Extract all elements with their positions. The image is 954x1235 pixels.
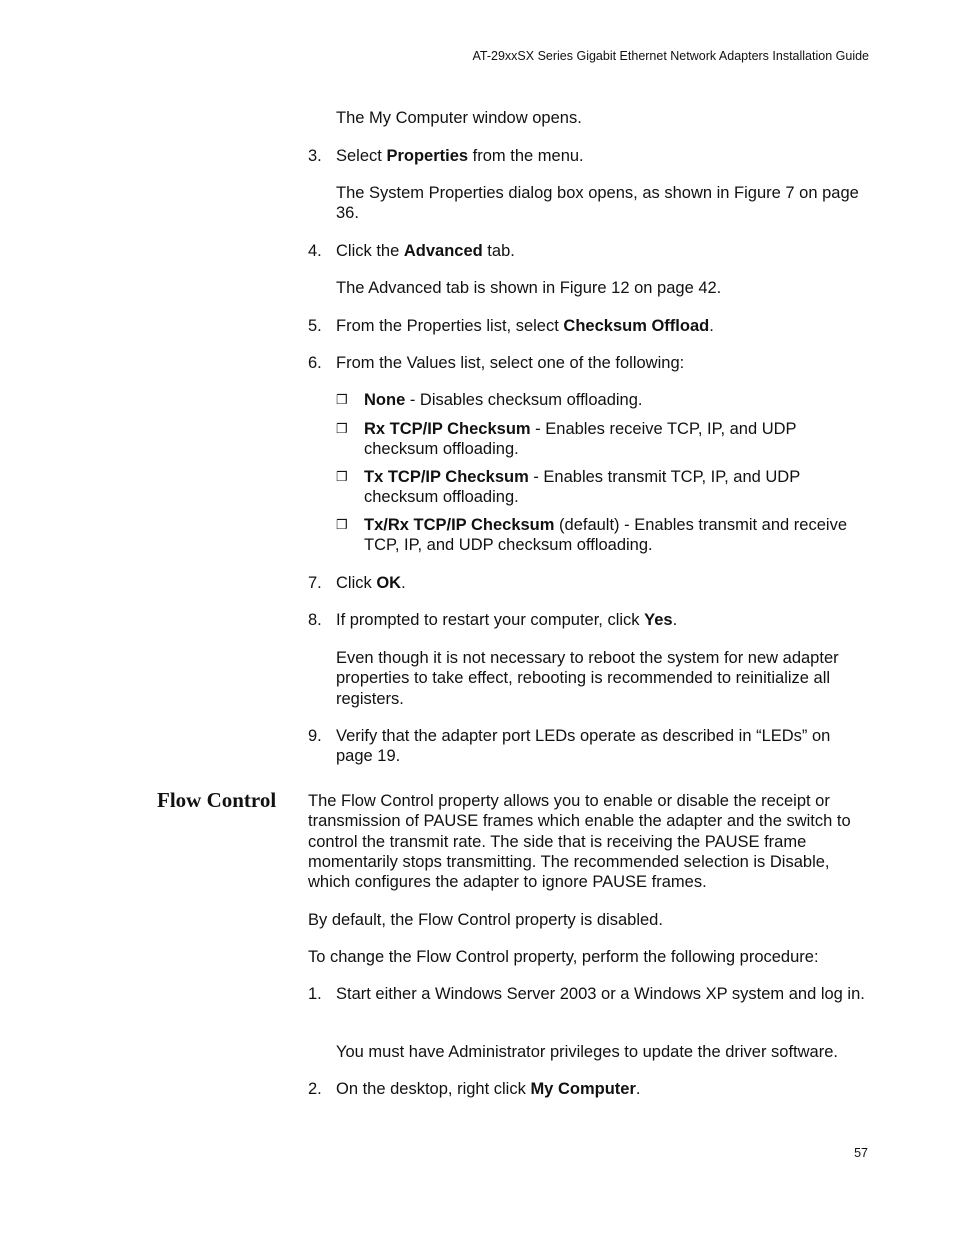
- advanced-term: Advanced: [403, 242, 483, 260]
- paragraph-system-properties-opens: The System Properties dialog box opens, as shown in Figure 7 on page 36.: [336, 184, 859, 223]
- flow-step-1-text: Start either a Windows Server 2003 or a Windows XP system and log in.: [336, 985, 865, 1003]
- paragraph-reboot-note: Even though it is not necessary to reboot the system for new adapter properties to take effect, rebooting is recommended to reinitialize all registers.: [336, 649, 839, 708]
- step-5-text: From the Properties list, select Checksum Offload.: [336, 317, 714, 335]
- section-heading-flow-control: Flow Control: [157, 788, 277, 812]
- option-rx-checksum: Rx TCP/IP Checksum - Enables receive TCP, IP, and UDP checksum offloading.: [364, 420, 797, 459]
- step-3-text: Select Properties from the menu.: [336, 147, 584, 165]
- step-number: 2.: [308, 1080, 322, 1098]
- paragraph-flow-control-procedure: To change the Flow Control property, perform the following procedure:: [308, 948, 819, 966]
- step-number: 8.: [308, 611, 322, 629]
- step-number: 6.: [308, 354, 322, 372]
- step-9-text: Verify that the adapter port LEDs operate as described in “LEDs” on page 19.: [336, 727, 831, 766]
- my-computer-term: My Computer: [530, 1080, 636, 1098]
- step-7-text: Click OK.: [336, 574, 406, 592]
- paragraph-flow-control-default: By default, the Flow Control property is disabled.: [308, 911, 663, 929]
- yes-term: Yes: [644, 611, 673, 629]
- step-number: 3.: [308, 147, 322, 165]
- checksum-offload-term: Checksum Offload: [563, 317, 710, 335]
- checkbox-bullet-icon: ❒: [336, 421, 348, 436]
- step-number: 4.: [308, 242, 322, 260]
- option-none: None - Disables checksum offloading.: [364, 391, 643, 409]
- step-number: 9.: [308, 727, 322, 745]
- ok-term: OK: [376, 574, 402, 592]
- flow-step-2-text: On the desktop, right click My Computer.: [336, 1080, 641, 1098]
- running-header: AT-29xxSX Series Gigabit Ethernet Network Adapters Installation Guide: [472, 49, 869, 63]
- paragraph-my-computer-opens: The My Computer window opens.: [336, 109, 582, 127]
- paragraph-flow-control-intro: The Flow Control property allows you to enable or disable the receipt or transmission of PAUSE frames which enable the adapter and the switch to control the transmit rate. The side that is receiving the PAUSE frame momentarily stops transmitting. The recommended selection is Disable, which configures the adapter to ignore PAUSE frames.: [308, 792, 851, 892]
- step-6-text: From the Values list, select one of the following:: [336, 354, 685, 372]
- checkbox-bullet-icon: ❒: [336, 517, 348, 532]
- step-8-text: If prompted to restart your computer, click Yes.: [336, 611, 678, 629]
- properties-term: Properties: [386, 147, 469, 165]
- page-number: 57: [854, 1146, 868, 1160]
- option-tx-checksum: Tx TCP/IP Checksum - Enables transmit TCP, IP, and UDP checksum offloading.: [364, 468, 800, 507]
- step-number: 1.: [308, 985, 322, 1003]
- step-number: 7.: [308, 574, 322, 592]
- option-txrx-checksum: Tx/Rx TCP/IP Checksum (default) - Enables transmit and receive TCP, IP, and UDP checksum offloading.: [364, 516, 847, 555]
- checkbox-bullet-icon: ❒: [336, 469, 348, 484]
- step-number: 5.: [308, 317, 322, 335]
- checkbox-bullet-icon: ❒: [336, 392, 348, 407]
- step-4-text: Click the Advanced tab.: [336, 242, 515, 260]
- paragraph-advanced-tab: The Advanced tab is shown in Figure 12 on page 42.: [336, 279, 722, 297]
- paragraph-admin-privileges: You must have Administrator privileges to update the driver software.: [336, 1043, 838, 1061]
